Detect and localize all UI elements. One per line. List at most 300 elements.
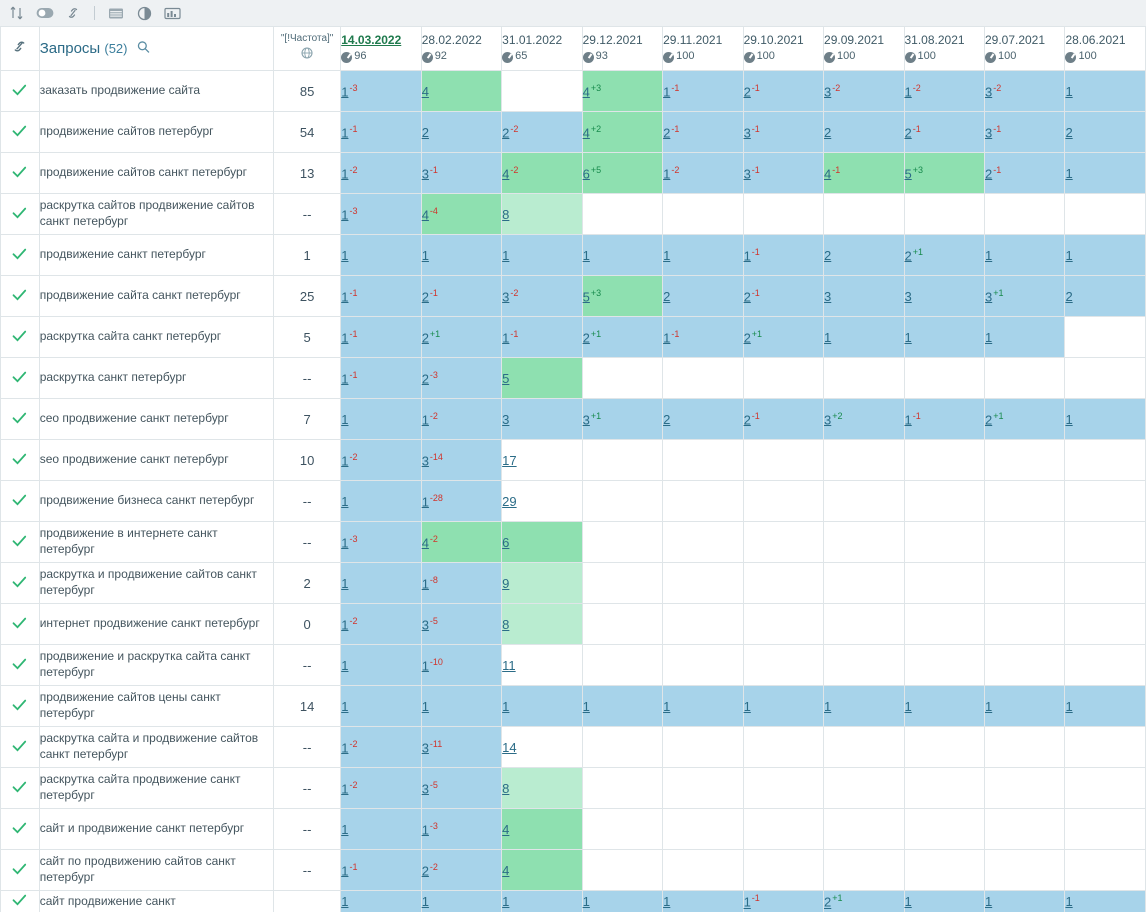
- header-date-1[interactable]: [341, 27, 421, 71]
- position-cell[interactable]: [663, 604, 743, 645]
- position-cell[interactable]: [502, 399, 582, 440]
- header-date-7[interactable]: [824, 27, 904, 71]
- table-row[interactable]: [1, 112, 1146, 153]
- position-cell[interactable]: [421, 809, 501, 850]
- row-check-icon[interactable]: [1, 481, 40, 522]
- header-queries[interactable]: [39, 27, 273, 71]
- position-cell[interactable]: [904, 686, 984, 727]
- position-cell[interactable]: [1065, 604, 1146, 645]
- position-cell[interactable]: [582, 399, 662, 440]
- position-cell[interactable]: [421, 440, 501, 481]
- queries-table-wrap[interactable]: [0, 26, 1146, 912]
- table-row[interactable]: [1, 645, 1146, 686]
- row-check-icon[interactable]: [1, 522, 40, 563]
- sort-icon[interactable]: [8, 4, 26, 22]
- row-check-icon[interactable]: [1, 71, 40, 112]
- contrast-icon[interactable]: [135, 4, 153, 22]
- row-query-text[interactable]: заказать продвижение сайта: [39, 71, 273, 112]
- position-cell[interactable]: [984, 440, 1064, 481]
- position-cell[interactable]: [663, 71, 743, 112]
- position-cell[interactable]: [421, 71, 501, 112]
- header-date-label: 31.08.2021: [904, 33, 965, 48]
- position-cell[interactable]: [502, 112, 582, 153]
- position-cell[interactable]: [743, 71, 823, 112]
- position-cell[interactable]: [824, 809, 904, 850]
- position-cell[interactable]: [663, 850, 743, 891]
- position-cell[interactable]: [502, 71, 582, 112]
- position-cell[interactable]: [341, 481, 421, 522]
- position-cell[interactable]: [341, 850, 421, 891]
- position-cell[interactable]: [421, 645, 501, 686]
- row-query-text[interactable]: сайт по продвижению сайтов санкт петербург: [39, 850, 273, 891]
- position-cell[interactable]: [1065, 686, 1146, 727]
- table-row[interactable]: [1, 440, 1146, 481]
- position-cell[interactable]: [421, 850, 501, 891]
- position-cell[interactable]: [582, 604, 662, 645]
- row-query-text[interactable]: продвижение сайтов петербург: [39, 112, 273, 153]
- position-cell[interactable]: [824, 235, 904, 276]
- row-check-icon[interactable]: [1, 358, 40, 399]
- position-cell[interactable]: [984, 686, 1064, 727]
- position-cell[interactable]: [502, 686, 582, 727]
- row-check-icon[interactable]: [1, 194, 40, 235]
- position-cell[interactable]: [824, 768, 904, 809]
- position-cell[interactable]: [743, 358, 823, 399]
- position-value: 5: [582, 289, 590, 305]
- position-cell[interactable]: [984, 891, 1064, 912]
- header-date-5[interactable]: [663, 27, 743, 71]
- position-cell[interactable]: [824, 604, 904, 645]
- header-frequency[interactable]: [274, 27, 341, 71]
- position-cell[interactable]: [341, 768, 421, 809]
- position-cell[interactable]: [582, 809, 662, 850]
- position-cell[interactable]: [984, 727, 1064, 768]
- position-cell[interactable]: [743, 153, 823, 194]
- position-cell[interactable]: [341, 522, 421, 563]
- position-cell[interactable]: [904, 276, 984, 317]
- position-cell[interactable]: [663, 809, 743, 850]
- table-row[interactable]: [1, 850, 1146, 891]
- position-cell[interactable]: [984, 358, 1064, 399]
- position-cell[interactable]: [743, 686, 823, 727]
- table-row[interactable]: [1, 358, 1146, 399]
- position-cell[interactable]: [502, 809, 582, 850]
- position-cell[interactable]: [904, 645, 984, 686]
- row-query-text[interactable]: интернет продвижение санкт петербург: [39, 604, 273, 645]
- position-cell[interactable]: [1065, 891, 1146, 912]
- row-query-text[interactable]: seo продвижение санкт петербург: [39, 440, 273, 481]
- position-cell[interactable]: [743, 604, 823, 645]
- position-cell[interactable]: [904, 399, 984, 440]
- position-cell[interactable]: [582, 112, 662, 153]
- position-cell[interactable]: [421, 317, 501, 358]
- header-date-4[interactable]: [582, 27, 662, 71]
- position-cell[interactable]: [904, 891, 984, 912]
- header-date-9[interactable]: [984, 27, 1064, 71]
- position-cell[interactable]: [904, 563, 984, 604]
- position-cell[interactable]: [984, 112, 1064, 153]
- header-date-percent: 100: [756, 50, 775, 63]
- position-cell[interactable]: [502, 194, 582, 235]
- position-cell[interactable]: [341, 891, 421, 912]
- position-cell[interactable]: [904, 522, 984, 563]
- row-check-icon[interactable]: [1, 850, 40, 891]
- position-cell[interactable]: [582, 276, 662, 317]
- position-cell[interactable]: [743, 440, 823, 481]
- position-cell[interactable]: [502, 645, 582, 686]
- position-cell[interactable]: [582, 645, 662, 686]
- position-cell[interactable]: [984, 850, 1064, 891]
- position-cell[interactable]: [421, 686, 501, 727]
- position-cell[interactable]: [421, 358, 501, 399]
- position-cell[interactable]: [1065, 440, 1146, 481]
- position-cell[interactable]: [502, 481, 582, 522]
- position-cell[interactable]: [984, 194, 1064, 235]
- row-query-text[interactable]: продвижение и раскрутка сайта санкт петербург: [39, 645, 273, 686]
- position-cell[interactable]: [341, 276, 421, 317]
- position-cell[interactable]: [824, 399, 904, 440]
- row-check-icon[interactable]: [1, 563, 40, 604]
- position-cell[interactable]: [743, 727, 823, 768]
- position-cell[interactable]: [743, 112, 823, 153]
- row-query-text[interactable]: продвижение в интернете санкт петербург: [39, 522, 273, 563]
- position-cell[interactable]: [341, 317, 421, 358]
- position-cell[interactable]: [663, 112, 743, 153]
- row-check-icon[interactable]: [1, 112, 40, 153]
- position-cell[interactable]: [824, 440, 904, 481]
- position-cell[interactable]: [1065, 522, 1146, 563]
- position-cell[interactable]: [984, 645, 1064, 686]
- position-cell[interactable]: [582, 686, 662, 727]
- position-cell[interactable]: [824, 112, 904, 153]
- header-link-column[interactable]: [1, 27, 40, 71]
- table-row[interactable]: [1, 809, 1146, 850]
- table-row[interactable]: [1, 399, 1146, 440]
- position-cell[interactable]: [341, 153, 421, 194]
- position-cell[interactable]: [502, 235, 582, 276]
- row-query-text[interactable]: продвижение бизнеса санкт петербург: [39, 481, 273, 522]
- position-cell[interactable]: [502, 768, 582, 809]
- position-cell[interactable]: [904, 317, 984, 358]
- position-cell[interactable]: [502, 891, 582, 912]
- position-cell[interactable]: [904, 358, 984, 399]
- position-cell[interactable]: [984, 809, 1064, 850]
- position-cell[interactable]: [421, 235, 501, 276]
- position-cell[interactable]: [743, 317, 823, 358]
- row-check-icon[interactable]: [1, 686, 40, 727]
- position-cell[interactable]: [1065, 235, 1146, 276]
- row-query-text[interactable]: продвижение санкт петербург: [39, 235, 273, 276]
- row-check-icon[interactable]: [1, 645, 40, 686]
- position-cell[interactable]: [582, 153, 662, 194]
- row-query-text[interactable]: продвижение сайта санкт петербург: [39, 276, 273, 317]
- row-check-icon[interactable]: [1, 727, 40, 768]
- position-cell[interactable]: [582, 317, 662, 358]
- position-cell[interactable]: [743, 194, 823, 235]
- row-check-icon[interactable]: [1, 891, 40, 912]
- row-query-text[interactable]: продвижение сайтов цены санкт петербург: [39, 686, 273, 727]
- position-cell[interactable]: [904, 153, 984, 194]
- position-cell[interactable]: [904, 194, 984, 235]
- position-cell[interactable]: [421, 276, 501, 317]
- position-cell[interactable]: [984, 276, 1064, 317]
- position-cell[interactable]: [341, 727, 421, 768]
- table-row[interactable]: [1, 153, 1146, 194]
- position-cell[interactable]: [1065, 850, 1146, 891]
- table-row[interactable]: [1, 71, 1146, 112]
- position-cell[interactable]: [663, 235, 743, 276]
- position-cell[interactable]: [743, 809, 823, 850]
- position-cell[interactable]: [663, 317, 743, 358]
- link-icon[interactable]: [64, 4, 82, 22]
- position-cell[interactable]: [824, 276, 904, 317]
- table-row[interactable]: [1, 604, 1146, 645]
- table-row[interactable]: [1, 768, 1146, 809]
- position-cell[interactable]: [1065, 727, 1146, 768]
- position-cell[interactable]: [824, 317, 904, 358]
- position-cell[interactable]: [421, 563, 501, 604]
- position-cell[interactable]: [421, 194, 501, 235]
- position-cell[interactable]: [1065, 153, 1146, 194]
- position-cell[interactable]: [824, 850, 904, 891]
- position-cell[interactable]: [341, 645, 421, 686]
- header-date-8[interactable]: [904, 27, 984, 71]
- position-cell[interactable]: [341, 604, 421, 645]
- position-cell[interactable]: [904, 112, 984, 153]
- position-cell[interactable]: [582, 358, 662, 399]
- position-cell[interactable]: [421, 604, 501, 645]
- position-cell[interactable]: [582, 194, 662, 235]
- position-cell[interactable]: [421, 522, 501, 563]
- position-cell[interactable]: [1065, 194, 1146, 235]
- position-cell[interactable]: [502, 358, 582, 399]
- position-cell[interactable]: [824, 891, 904, 912]
- position-cell[interactable]: [824, 358, 904, 399]
- position-cell[interactable]: [502, 276, 582, 317]
- position-cell[interactable]: [904, 71, 984, 112]
- position-cell[interactable]: [663, 440, 743, 481]
- row-query-text[interactable]: сайт продвижение санкт: [39, 891, 273, 912]
- table-row[interactable]: [1, 891, 1146, 912]
- chart-icon[interactable]: [163, 4, 181, 22]
- position-cell[interactable]: [582, 71, 662, 112]
- position-cell[interactable]: [663, 645, 743, 686]
- position-cell[interactable]: [663, 358, 743, 399]
- position-cell[interactable]: [582, 727, 662, 768]
- position-cell[interactable]: [663, 399, 743, 440]
- position-cell[interactable]: [502, 153, 582, 194]
- row-query-text[interactable]: сео продвижение санкт петербург: [39, 399, 273, 440]
- position-cell[interactable]: [904, 768, 984, 809]
- position-cell[interactable]: [582, 522, 662, 563]
- position-cell[interactable]: [663, 727, 743, 768]
- position-cell[interactable]: [1065, 563, 1146, 604]
- table-row[interactable]: [1, 727, 1146, 768]
- position-cell[interactable]: [502, 440, 582, 481]
- position-cell[interactable]: [743, 481, 823, 522]
- position-cell[interactable]: [743, 645, 823, 686]
- position-cell[interactable]: [421, 481, 501, 522]
- row-check-icon[interactable]: [1, 604, 40, 645]
- row-check-icon[interactable]: [1, 768, 40, 809]
- header-date-10[interactable]: [1065, 27, 1146, 71]
- position-cell[interactable]: [582, 768, 662, 809]
- position-cell[interactable]: [1065, 317, 1146, 358]
- position-cell[interactable]: [502, 317, 582, 358]
- position-cell[interactable]: [663, 563, 743, 604]
- row-check-icon[interactable]: [1, 276, 40, 317]
- position-cell[interactable]: [502, 604, 582, 645]
- position-cell[interactable]: [341, 686, 421, 727]
- row-check-icon[interactable]: [1, 153, 40, 194]
- row-query-text[interactable]: сайт и продвижение санкт петербург: [39, 809, 273, 850]
- position-cell[interactable]: [502, 850, 582, 891]
- position-cell[interactable]: [421, 768, 501, 809]
- row-check-icon[interactable]: [1, 399, 40, 440]
- position-cell[interactable]: [663, 481, 743, 522]
- row-check-icon[interactable]: [1, 235, 40, 276]
- position-cell[interactable]: [984, 235, 1064, 276]
- position-value: 1: [904, 698, 912, 714]
- position-cell[interactable]: [904, 481, 984, 522]
- table-icon[interactable]: [107, 4, 125, 22]
- row-query-text[interactable]: раскрутка и продвижение сайтов санкт петербург: [39, 563, 273, 604]
- toggle-icon[interactable]: [36, 4, 54, 22]
- position-cell[interactable]: [341, 194, 421, 235]
- position-cell[interactable]: [984, 317, 1064, 358]
- position-cell[interactable]: [984, 399, 1064, 440]
- row-query-text[interactable]: продвижение сайтов санкт петербург: [39, 153, 273, 194]
- position-value: 17: [502, 452, 517, 468]
- table-row[interactable]: [1, 563, 1146, 604]
- position-cell[interactable]: [582, 440, 662, 481]
- position-cell[interactable]: [502, 727, 582, 768]
- position-cell[interactable]: [824, 153, 904, 194]
- row-query-text[interactable]: раскрутка сайтов продвижение сайтов санкт петербург: [39, 194, 273, 235]
- position-cell[interactable]: [984, 522, 1064, 563]
- position-cell[interactable]: [743, 850, 823, 891]
- header-date-6[interactable]: [743, 27, 823, 71]
- position-cell[interactable]: [341, 71, 421, 112]
- position-cell[interactable]: [743, 891, 823, 912]
- row-check-icon[interactable]: [1, 317, 40, 358]
- position-cell[interactable]: [341, 358, 421, 399]
- table-row[interactable]: [1, 276, 1146, 317]
- search-icon[interactable]: [134, 38, 155, 59]
- position-cell[interactable]: [824, 563, 904, 604]
- position-cell[interactable]: [904, 850, 984, 891]
- position-cell[interactable]: [743, 522, 823, 563]
- position-cell[interactable]: [663, 153, 743, 194]
- header-date-2[interactable]: [421, 27, 501, 71]
- position-cell[interactable]: [582, 850, 662, 891]
- position-cell[interactable]: [663, 522, 743, 563]
- position-cell[interactable]: [1065, 481, 1146, 522]
- position-cell[interactable]: [1065, 71, 1146, 112]
- row-check-icon[interactable]: [1, 440, 40, 481]
- position-cell[interactable]: [341, 399, 421, 440]
- position-cell[interactable]: [743, 235, 823, 276]
- position-cell[interactable]: [904, 727, 984, 768]
- position-cell[interactable]: [904, 604, 984, 645]
- position-cell[interactable]: [421, 153, 501, 194]
- position-cell[interactable]: [663, 276, 743, 317]
- position-cell[interactable]: [904, 809, 984, 850]
- position-value: 4: [824, 166, 832, 182]
- table-row[interactable]: [1, 235, 1146, 276]
- position-cell[interactable]: [1065, 112, 1146, 153]
- row-check-icon[interactable]: [1, 809, 40, 850]
- position-cell[interactable]: [1065, 276, 1146, 317]
- position-cell[interactable]: [904, 235, 984, 276]
- table-row[interactable]: [1, 194, 1146, 235]
- position-cell[interactable]: [824, 522, 904, 563]
- position-cell[interactable]: [341, 112, 421, 153]
- table-row[interactable]: [1, 317, 1146, 358]
- position-cell[interactable]: [824, 194, 904, 235]
- position-cell[interactable]: [663, 686, 743, 727]
- position-cell[interactable]: [984, 153, 1064, 194]
- position-cell[interactable]: [663, 194, 743, 235]
- position-cell[interactable]: [341, 563, 421, 604]
- position-cell[interactable]: [341, 235, 421, 276]
- position-cell[interactable]: [1065, 809, 1146, 850]
- position-cell[interactable]: [582, 481, 662, 522]
- position-cell[interactable]: [421, 891, 501, 912]
- position-cell[interactable]: [984, 71, 1064, 112]
- position-cell[interactable]: [984, 481, 1064, 522]
- row-query-text[interactable]: раскрутка сайта санкт петербург: [39, 317, 273, 358]
- row-query-text[interactable]: раскрутка сайта и продвижение сайтов санкт петербург: [39, 727, 273, 768]
- position-cell[interactable]: [743, 768, 823, 809]
- position-cell[interactable]: [582, 235, 662, 276]
- position-cell[interactable]: [582, 891, 662, 912]
- header-date-3[interactable]: [502, 27, 582, 71]
- position-cell[interactable]: [984, 768, 1064, 809]
- position-cell[interactable]: [984, 604, 1064, 645]
- position-cell[interactable]: [582, 563, 662, 604]
- row-query-text[interactable]: раскрутка санкт петербург: [39, 358, 273, 399]
- position-cell[interactable]: [1065, 768, 1146, 809]
- position-cell[interactable]: [904, 440, 984, 481]
- position-cell[interactable]: [824, 71, 904, 112]
- row-query-text[interactable]: раскрутка сайта продвижение санкт петербург: [39, 768, 273, 809]
- position-cell[interactable]: [421, 399, 501, 440]
- position-cell[interactable]: [824, 645, 904, 686]
- position-cell[interactable]: [743, 276, 823, 317]
- table-row[interactable]: [1, 481, 1146, 522]
- position-cell[interactable]: [663, 891, 743, 912]
- position-cell[interactable]: [824, 481, 904, 522]
- position-cell[interactable]: [502, 563, 582, 604]
- position-cell[interactable]: [824, 727, 904, 768]
- position-cell[interactable]: [984, 563, 1064, 604]
- position-cell[interactable]: [743, 399, 823, 440]
- position-cell[interactable]: [824, 686, 904, 727]
- position-cell[interactable]: [502, 522, 582, 563]
- table-row[interactable]: [1, 686, 1146, 727]
- position-cell[interactable]: [341, 809, 421, 850]
- table-row[interactable]: [1, 522, 1146, 563]
- position-cell[interactable]: [1065, 358, 1146, 399]
- position-cell[interactable]: [341, 440, 421, 481]
- position-cell[interactable]: [1065, 399, 1146, 440]
- position-cell[interactable]: [1065, 645, 1146, 686]
- position-cell[interactable]: [421, 727, 501, 768]
- position-cell[interactable]: [663, 768, 743, 809]
- position-cell[interactable]: [421, 112, 501, 153]
- position-cell[interactable]: [743, 563, 823, 604]
